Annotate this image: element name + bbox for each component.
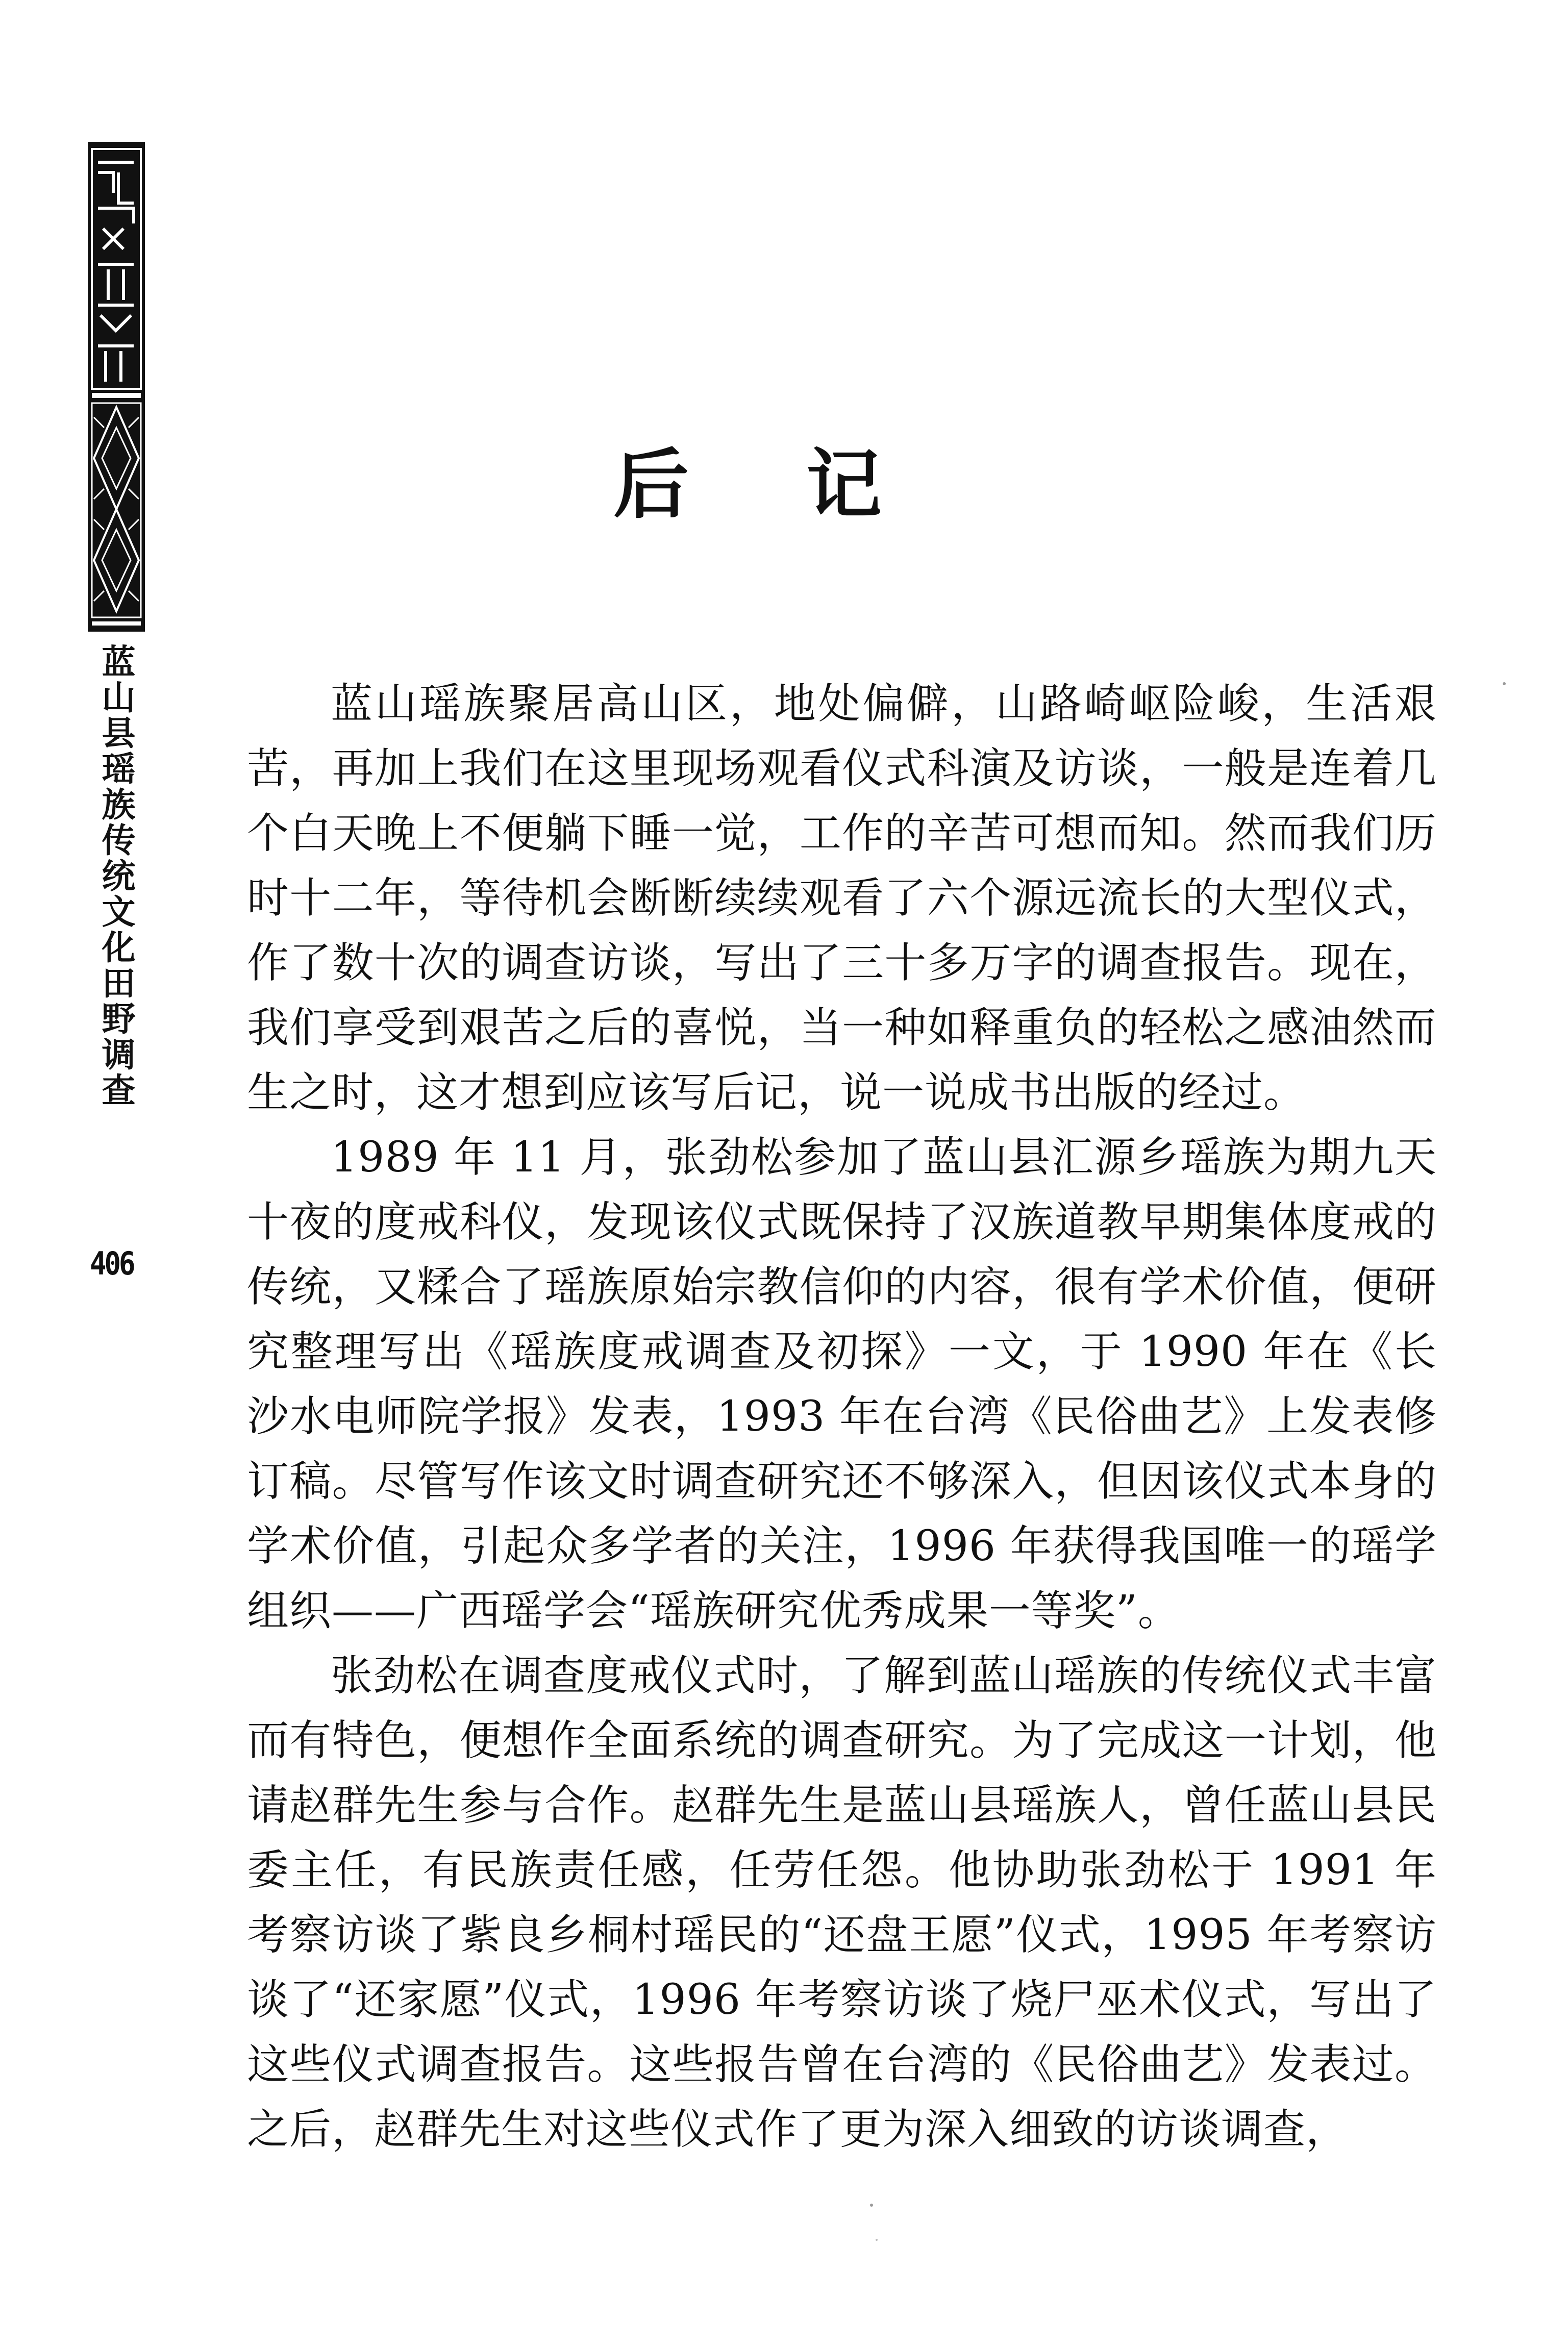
series-title: 蓝山县瑶族传统文化田野调查: [96, 644, 135, 1108]
paragraph: 张劲松在调查度戒仪式时，了解到蓝山瑶族的传统仪式丰富而有特色，便想作全面系统的调查研究。为了完成这一计划，他请赵群先生参与合作。赵群先生是蓝山县瑶族人，曾任蓝山县民委主任，有民族责任感，任劳任怨。他协助张劲松于 1991 年考察访谈了紫良乡桐村瑶民的“还盘王愿”仪式，1995 年考察访谈了“还家愿”仪式，1996 年考察访谈了烧尸巫术仪式，写出了这些仪式调查报告。这些报告曾在台湾的《民俗曲艺》发表过。之后，赵群先生对这些仪式作了更为深入细致的访谈调查，: [247, 1652, 1437, 2154]
page-number: 406: [90, 1245, 134, 1282]
page-title: 后记: [613, 441, 999, 529]
paragraph: 1989 年 11 月，张劲松参加了蓝山县汇源乡瑶族为期九天十夜的度戒科仪，发现该仪式既保持了汉族道教早期集体度戒的传统，又糅合了瑶族原始宗教信仰的内容，很有学术价值，便研究整理写出《瑶族度戒调查及初探》一文，于 1990 年在《长沙水电师院学报》发表，1993 年在台湾《民俗曲艺》上发表修订稿。尽管写作该文时调查研究还不够深入，但因该仪式本身的学术价值，引起众多学者的关注，1996 年获得我国唯一的瑶学组织——广西瑶学会“瑶族研究优秀成果一等奖”。: [247, 1133, 1437, 1635]
paragraph: 蓝山瑶族聚居高山区，地处偏僻，山路崎岖险峻，生活艰苦，再加上我们在这里现场观看仪式科演及访谈，一般是连着几个白天晚上不便躺下睡一觉，工作的辛苦可想而知。然而我们历时十二年，等待机会断断续续观看了六个源远流长的大型仪式，作了数十次的调查访谈，写出了三十多万字的调查报告。现在，我们享受到艰苦之后的喜悦，当一种如释重负的轻松之感油然而生之时，这才想到应该写后记，说一说成书出版的经过。: [247, 680, 1437, 1117]
